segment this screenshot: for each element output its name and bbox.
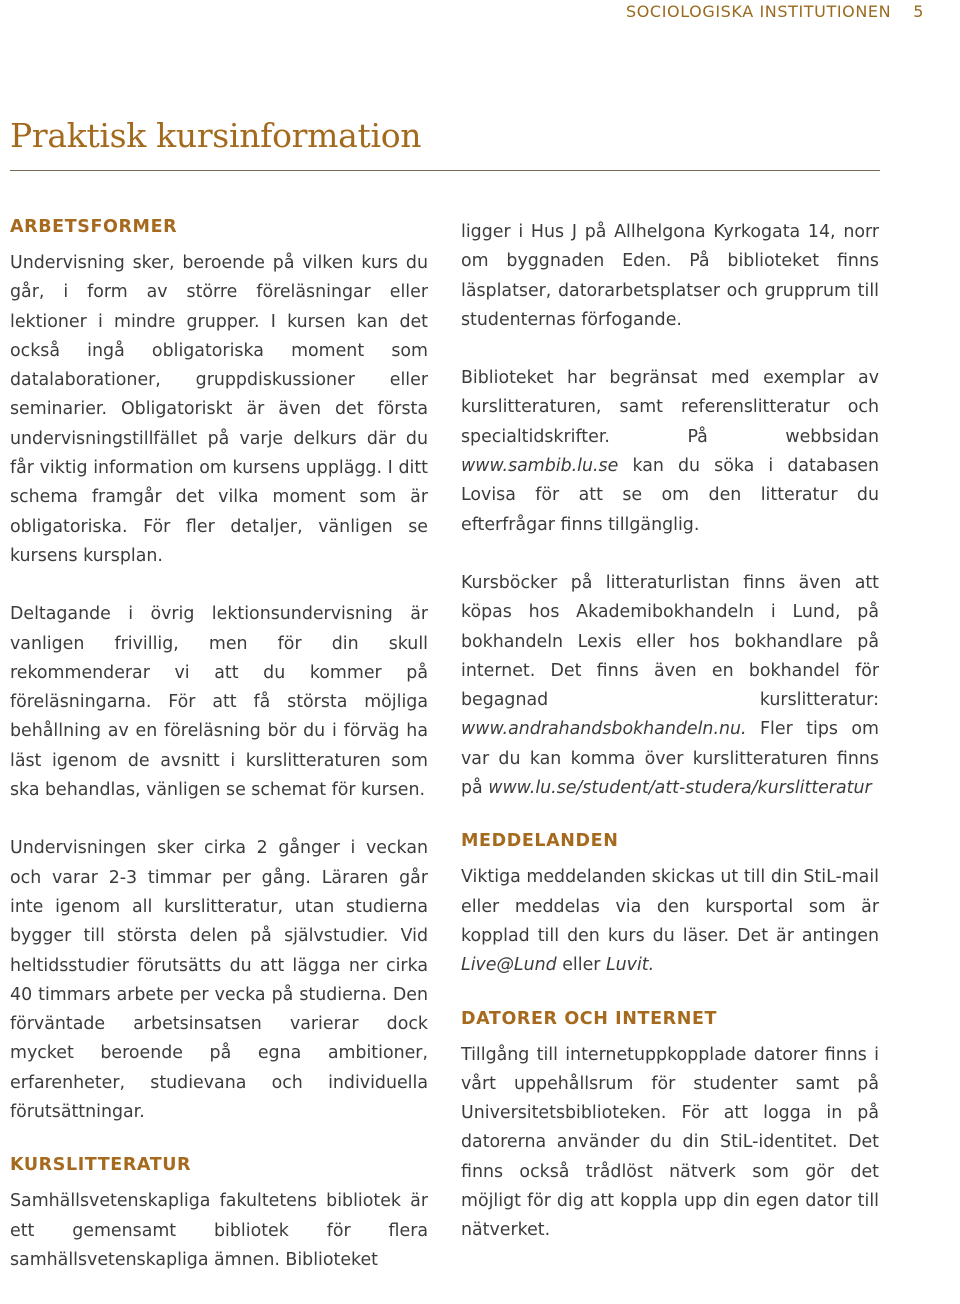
paragraph-meddelanden [461,863,879,980]
text-segment: eller [556,955,606,976]
heading-arbetsformer: ARBETSFORMER [10,217,178,237]
luvit-name: Luvit. [605,955,655,976]
paragraph-datorer: Tillgång till internetuppkopplade datorer finns i vårt uppehållsrum för studenter samt på Universitetsbiblioteken. För att logga in på datorerna använder du din StiL-identitet. Det finns också trådlöst nätverk som gör det möjligt för dig att koppla upp din egen dator till nätverket. [461,1044,879,1241]
text-segment: Viktiga meddelanden skickas ut till din StiL-mail eller meddelas via den kursportal som är kopplad till den kurs du läser. Det är antingen [461,867,879,946]
paragraph-bookstores [461,569,879,803]
institution-name: SOCIOLOGISKA INSTITUTIONEN [625,2,892,21]
heading-datorer-och-internet: DATORER OCH INTERNET [461,1008,718,1029]
heading-kurslitteratur: KURSLITTERATUR [10,1155,192,1176]
running-header [626,2,924,21]
right-column [461,218,879,1275]
page-title: Praktisk kursinformation [10,116,422,155]
live-at-lund-name: Live@Lund [461,955,557,976]
paragraph-library-location: ligger i Hus J på Allhelgona Kyrkogata 14, norr om byggnaden Eden. På biblioteket finns läsplatser, datorarbetsplatser och grupprum till studenternas förfogande. [461,222,879,330]
paragraph-arbetsformer-2: Deltagande i övrig lektionsundervisning är vanligen frivillig, men för din skull rekommenderar vi att du kommer på föreläsningarna. För att få största möjliga behållning av en föreläsning bör du i förväg ha läst igenom de avsnitt i kurslitteraturen som ska behandlas, vänligen se schemat för kursen. [10,604,428,801]
sambib-link[interactable]: www.sambib.lu.se [461,456,619,477]
page-number: 5 [913,2,924,21]
left-column [10,218,428,1304]
text-segment: Biblioteket har begränsat med exemplar av kurslitteraturen, samt referenslitteratur och specialtidskrifter. På webbsidan [461,368,879,447]
paragraph-library-copies [461,364,879,540]
andrahands-link[interactable]: www.andrahandsbokhandeln.nu. [461,719,747,740]
text-segment: Kursböcker på litteraturlistan finns även att köpas hos Akademibokhandeln i Lund, på bokhandeln Lexis eller hos bokhandlare på internet. Det finns även en bokhandel för begagnad kurslitteratur: [461,572,879,711]
text-segment: kan du söka i databasen Lovisa för att se om den litteratur du efterfrågar finns tillgänglig. [461,456,879,535]
heading-meddelanden: MEDDELANDEN [461,831,619,852]
paragraph-kurslitteratur-1: Samhällsvetenskapliga fakultetens bibliotek är ett gemensamt bibliotek för flera samhällsvetenskapliga ämnen. Biblioteket [10,1191,428,1270]
lu-kurslitteratur-link[interactable]: www.lu.se/student/att-studera/kurslitteratur [488,778,872,799]
title-divider [10,170,880,171]
paragraph-arbetsformer-3: Undervisningen sker cirka 2 gånger i veckan och varar 2-3 timmar per gång. Läraren går inte igenom all kurslitteratur, utan studierna bygger till största delen på självstudier. Vid heltidsstudier förutsätts du att lägga ner cirka 40 timmars arbete per vecka på studierna. Den förväntade arbetsinsatsen varierar dock mycket beroende på egna ambitioner, erfarenheter, studievana och individuella förutsättningar. [10,838,428,1123]
paragraph-arbetsformer-1: Undervisning sker, beroende på vilken kurs du går, i form av större föreläsningar eller lektioner i mindre grupper. I kursen kan det också ingå obligatoriska moment som datalaborationer, gruppdiskussioner eller seminarier. Obligatoriskt är även det första undervisningstillfället på varje delkurs där du får viktig information om kursens upplägg. I ditt schema framgår det vilka moment som är obligatoriska. För fler detaljer, vänligen se kursens kursplan. [10,253,428,566]
text-segment: Fler tips om var du kan komma över kurslitteraturen finns på [461,719,879,799]
